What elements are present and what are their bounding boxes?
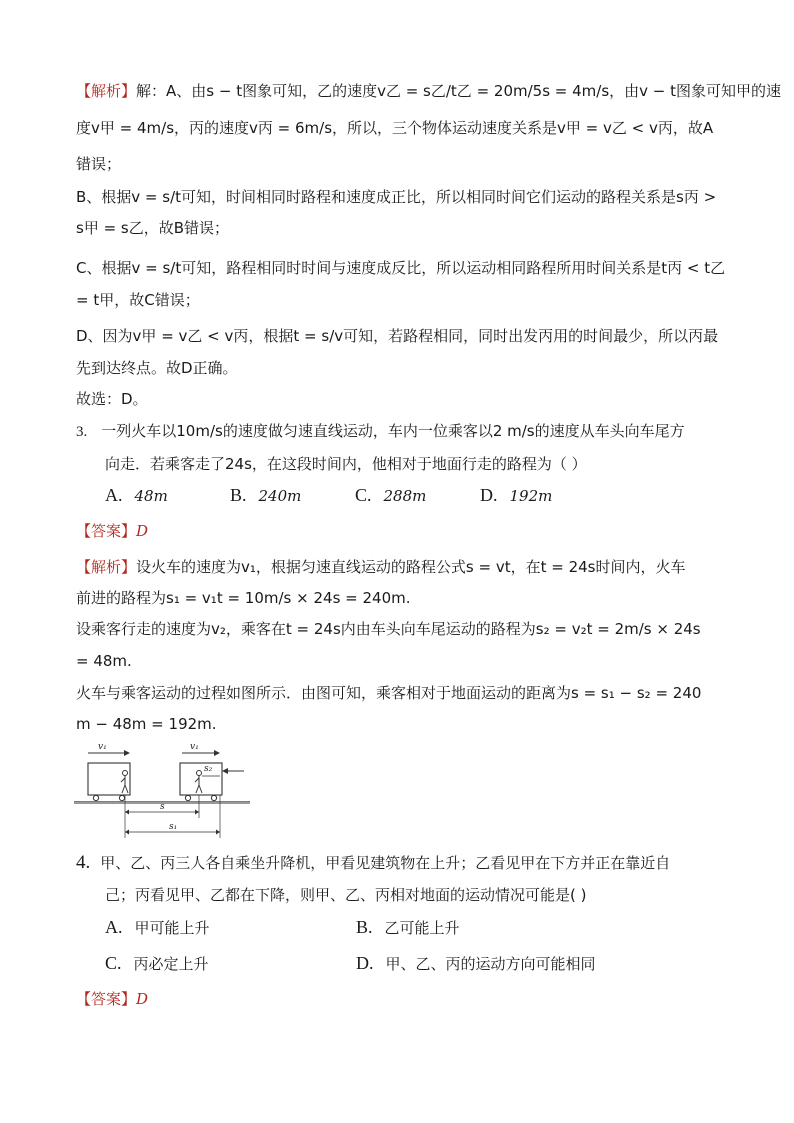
option-letter: A. — [105, 917, 123, 937]
question-3-answer — [76, 520, 148, 542]
option-letter: D. — [356, 953, 374, 973]
question-3-option-a[interactable] — [105, 484, 168, 507]
option-text: 48m — [134, 487, 168, 505]
label-s2: s₂ — [204, 764, 213, 774]
analysis-2-line-5: s甲 = s乙，故B错误； — [76, 219, 230, 237]
option-text: 甲可能上升 — [134, 919, 210, 937]
option-text: 288m — [383, 487, 427, 505]
analysis-text: 设火车的速度为v₁，根据匀速直线运动的路程公式s = vt，在t = 24s时间内，火车 — [136, 558, 686, 576]
option-letter: C. — [355, 485, 372, 505]
analysis-2-line-9: 先到达终点。故D正确。 — [76, 359, 238, 377]
analysis-2-line-4: B、根据v = s/t可知，时间相同时路程和速度成正比，所以相同时间它们运动的路程关系是s丙 > — [76, 188, 717, 206]
question-4-option-a[interactable] — [105, 916, 210, 939]
wheel — [185, 795, 190, 800]
analysis-2-line-1 — [76, 80, 781, 102]
question-3-stem-text-1: 一列火车以10m/s的速度做匀速直线运动，车内一位乘客以2 m/s的速度从车头向车尾方 — [101, 422, 685, 440]
question-4-stem-text-1: 甲、乙、丙三人各自乘坐升降机，甲看见建筑物在上升；乙看见甲在下方并正在靠近自 — [100, 854, 671, 872]
option-text: 甲、乙、丙的运动方向可能相同 — [385, 955, 596, 973]
answer-tag: 【答案】 — [76, 990, 137, 1008]
analysis-text: 解：A、由s − t图象可知，乙的速度v乙 = s乙/t乙 = 20m/5s = 4m/s，由v − t图象可知甲的速 — [136, 82, 782, 100]
wheel — [93, 795, 98, 800]
question-3-analysis-6: m − 48m = 192m. — [76, 715, 217, 733]
option-text: 192m — [509, 487, 553, 505]
option-letter: A. — [105, 485, 123, 505]
analysis-2-line-8: D、因为v甲 = v乙 < v丙，根据t = s/v可知，若路程相同，同时出发丙用的时间最少，所以丙最 — [76, 327, 719, 345]
wheel — [119, 795, 124, 800]
answer-tag: 【答案】 — [76, 522, 137, 540]
analysis-tag: 【解析】 — [76, 558, 137, 576]
label-s1: s₁ — [169, 822, 178, 832]
option-text: 240m — [258, 487, 302, 505]
question-number: 3. — [76, 424, 88, 440]
question-3-stem-1 — [76, 420, 685, 443]
analysis-2-line-10: 故选：D。 — [76, 390, 148, 408]
question-number: 4. — [76, 852, 91, 873]
analysis-tag: 【解析】 — [76, 82, 137, 100]
question-3-option-b[interactable] — [230, 484, 301, 507]
option-text: 丙必定上升 — [133, 955, 209, 973]
analysis-2-line-3: 错误； — [76, 155, 122, 173]
question-4-answer — [76, 988, 148, 1010]
question-3-analysis-3: 设乘客行走的速度为v₂，乘客在t = 24s内由车头向车尾运动的路程为s₂ = v₂t = 2m/s × 24s — [76, 620, 701, 638]
option-letter: D. — [480, 485, 498, 505]
label-v1-left: v₁ — [98, 742, 107, 752]
question-3-analysis-5: 火车与乘客运动的过程如图所示．由图可知，乘客相对于地面运动的距离为s = s₁ − s₂ = 240 — [76, 684, 702, 702]
label-v1-right: v₁ — [190, 742, 199, 752]
label-s: s — [160, 802, 165, 812]
question-4-option-c[interactable] — [105, 952, 209, 975]
question-3-option-d[interactable] — [480, 484, 552, 507]
option-letter: B. — [230, 485, 247, 505]
question-4-option-b[interactable] — [356, 916, 460, 939]
question-4-stem-1 — [76, 852, 670, 874]
question-3-analysis-4: = 48m. — [76, 652, 132, 670]
question-4-option-d[interactable] — [356, 952, 596, 975]
question-3-analysis-1 — [76, 556, 685, 578]
answer-value: D — [136, 522, 149, 540]
option-text: 乙可能上升 — [384, 919, 460, 937]
question-3-option-c[interactable] — [355, 484, 426, 507]
option-letter: B. — [356, 917, 373, 937]
analysis-2-line-2: 度v甲 = 4m/s，丙的速度v丙 = 6m/s，所以，三个物体运动速度关系是v甲 = v乙 < v丙，故A — [76, 119, 714, 137]
train-passenger-figure — [74, 738, 254, 840]
analysis-2-line-7: = t甲，故C错误； — [76, 291, 200, 309]
question-4-stem-2: 己；丙看见甲、乙都在下降，则甲、乙、丙相对地面的运动情况可能是( ) — [105, 886, 587, 904]
option-letter: C. — [105, 953, 122, 973]
wheel — [211, 795, 216, 800]
question-3-analysis-2: 前进的路程为s₁ = v₁t = 10m/s × 24s = 240m. — [76, 589, 411, 607]
answer-value: D — [136, 990, 149, 1008]
analysis-2-line-6: C、根据v = s/t可知，路程相同时时间与速度成反比，所以运动相同路程所用时间关系是t丙 < t乙 — [76, 259, 726, 277]
question-3-stem-2: 向走．若乘客走了24s，在这段时间内，他相对于地面行走的路程为（ ） — [105, 455, 587, 473]
